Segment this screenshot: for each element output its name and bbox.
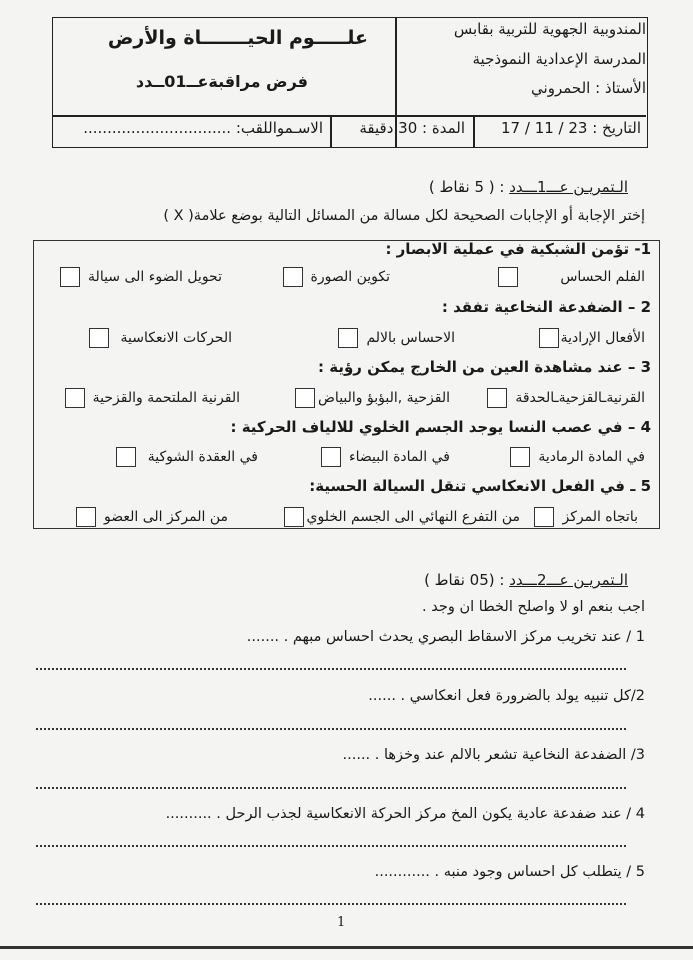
q3-option-1[interactable] [487, 388, 645, 408]
question-1: 1- تؤمن الشبكية في عملية الابصار : [385, 240, 651, 258]
q3-option-3[interactable] [65, 388, 240, 408]
answer-line-3[interactable] [36, 787, 626, 789]
exercise1-instruction: إختر الإجابة أو الإجابات الصحيحة لكل مسالة من المسائل التالية بوضع علامة( X ) [163, 208, 645, 224]
institution: المندوبية الجهوية للتربية بقابس [453, 20, 646, 38]
exercise1-title: الـتمريـن عـــ1ـــدد [509, 178, 628, 196]
exercise1-points: : ( 5 نقاط ) [428, 178, 510, 196]
exercise2-title: الـتمريـن عـــ2ـــدد [509, 571, 628, 589]
option-label: في المادة البيضاء [349, 449, 450, 465]
q5-option-3[interactable] [76, 507, 228, 527]
statement-3: 3/ الضفدعة النخاعية تشعر بالالم عند وخزها . ...... [342, 747, 645, 763]
question-2: 2 – الضفدعة النخاعية تفقد : [441, 298, 651, 316]
subject-title: علـــــوم الحيـــــــاة والأرض [107, 27, 368, 49]
question-3: 3 – عند مشاهدة العين من الخارج يمكن رؤية : [318, 358, 651, 376]
q5-option-1[interactable] [534, 507, 638, 527]
q1-option-1[interactable] [498, 267, 645, 287]
exam-duration: المدة : 30 دقيقة [359, 119, 465, 137]
option-label: من المركز الى العضو [104, 509, 228, 525]
option-label: القرنيةـالقزحيةـالحدقة [515, 390, 645, 406]
option-label: الأفعال الإرادية [560, 330, 645, 346]
checkbox[interactable] [487, 388, 507, 408]
option-label: في المادة الرمادية [538, 449, 645, 465]
option-label: الحركات الانعكاسية [120, 330, 232, 346]
question-4: 4 – في عصب النسا يوجد الجسم الخلوي للالياف الحركية : [230, 418, 651, 436]
option-label: باتجاه المركز [562, 509, 638, 525]
exercise1-heading [429, 178, 628, 196]
option-label: تكوين الصورة [310, 269, 390, 285]
answer-line-2[interactable] [36, 728, 626, 730]
q2-option-3[interactable] [89, 328, 232, 348]
exercise2-instruction: اجب بنعم او لا واصلح الخطا ان وجد . [422, 599, 645, 615]
checkbox[interactable] [338, 328, 358, 348]
option-label: من التفرع النهائي الى الجسم الخلوي [306, 509, 520, 525]
q5-option-2[interactable] [284, 507, 520, 527]
checkbox[interactable] [510, 447, 530, 467]
question-5: 5 ـ في الفعل الانعكاسي تنقل السيالة الحسية: [309, 477, 651, 495]
page-number: 1 [337, 915, 346, 930]
statement-5: 5 / يتطلب كل احساس وجود منبه . ............ [374, 864, 645, 880]
checkbox[interactable] [284, 507, 304, 527]
option-label: القزحية ,البؤبؤ والبياض [318, 390, 450, 406]
checkbox[interactable] [534, 507, 554, 527]
answer-line-4[interactable] [36, 845, 626, 847]
exercise2-heading [424, 571, 628, 589]
checkbox[interactable] [321, 447, 341, 467]
exam-title: فرض مراقبةعــ01ــدد [135, 72, 308, 91]
q2-option-1[interactable] [539, 328, 645, 348]
answer-line-1[interactable] [36, 668, 626, 670]
checkbox[interactable] [295, 388, 315, 408]
exercise2-points: : (05 نقاط ) [424, 571, 510, 589]
school: المدرسة الإعدادية النموذجية [472, 50, 646, 68]
statement-4: 4 / عند ضفدعة عادية يكون المخ مركز الحركة الانعكاسية لجذب الرحل . .......... [165, 806, 645, 822]
student-name-field[interactable]: الاسـمواللقب: ............................... [83, 119, 323, 137]
q2-option-2[interactable] [338, 328, 455, 348]
option-label: الفلم الحساس [560, 269, 645, 285]
q3-option-2[interactable] [295, 388, 450, 408]
q4-option-1[interactable] [510, 447, 645, 467]
q1-option-3[interactable] [60, 267, 222, 287]
teacher: الأستاذ : الحمروني [531, 79, 646, 97]
q4-option-2[interactable] [321, 447, 450, 467]
checkbox[interactable] [283, 267, 303, 287]
option-label: تحويل الضوء الى سيالة [88, 269, 222, 285]
page-bottom-edge [0, 946, 693, 949]
option-label: الاحساس بالالم [366, 330, 455, 346]
checkbox[interactable] [498, 267, 518, 287]
q4-option-3[interactable] [116, 447, 258, 467]
q1-option-2[interactable] [283, 267, 391, 287]
statement-2: 2/كل تنبيه يولد بالضرورة فعل انعكاسي . ...... [368, 688, 645, 704]
checkbox[interactable] [89, 328, 109, 348]
checkbox[interactable] [116, 447, 136, 467]
option-label: القرنية الملتحمة والقزحية [92, 390, 240, 406]
option-label: في العقدة الشوكية [147, 449, 258, 465]
exam-date: التاريخ : 23 / 11 / 17 [501, 119, 641, 137]
checkbox[interactable] [76, 507, 96, 527]
checkbox[interactable] [65, 388, 85, 408]
statement-1: 1 / عند تخريب مركز الاسقاط البصري يحدث احساس مبهم . ....... [246, 629, 645, 645]
answer-line-5[interactable] [36, 903, 626, 905]
checkbox[interactable] [539, 328, 559, 348]
checkbox[interactable] [60, 267, 80, 287]
